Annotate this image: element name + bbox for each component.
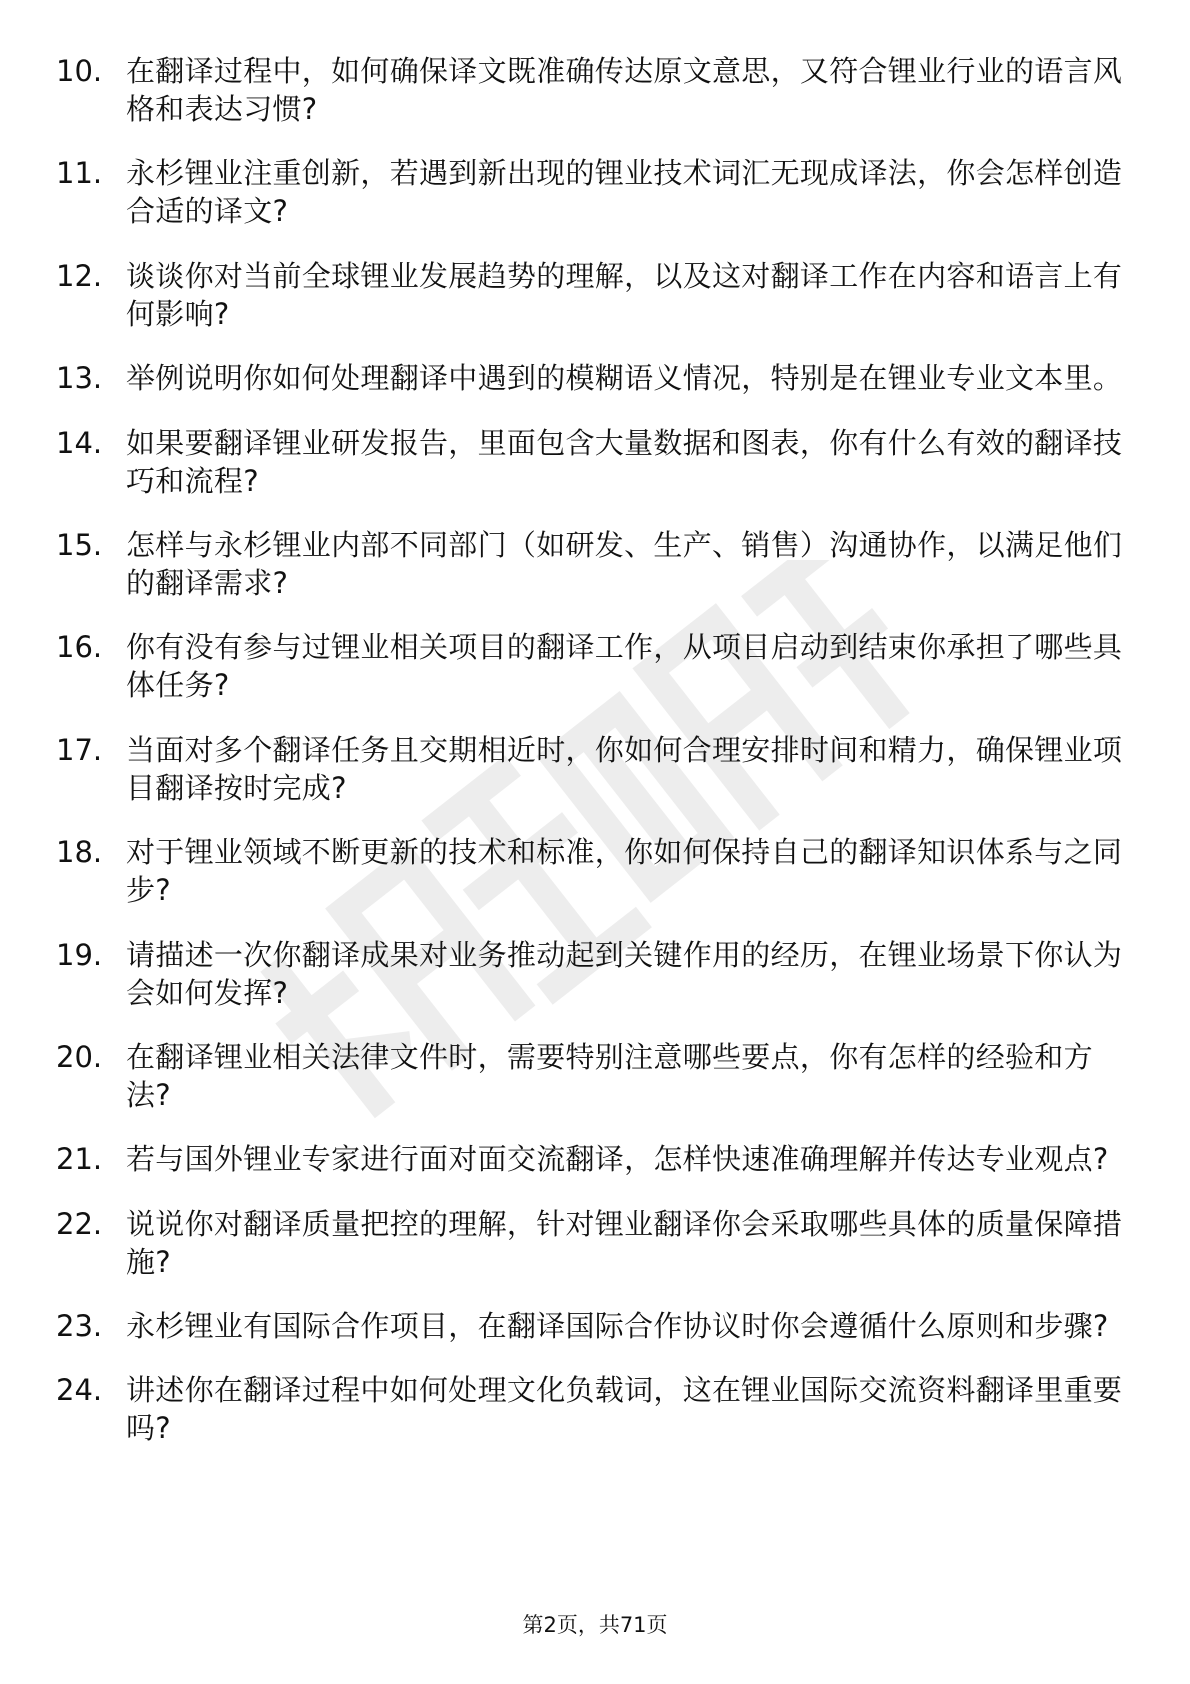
question-number: 23. bbox=[56, 1309, 103, 1344]
page-footer bbox=[0, 1611, 1190, 1639]
list-item bbox=[56, 628, 1136, 704]
question-text: 谈谈你对当前全球锂业发展趋势的理解，以及这对翻译工作在内容和语言上有何影响? bbox=[126, 258, 1123, 331]
list-item bbox=[56, 359, 1136, 397]
question-text: 在翻译锂业相关法律文件时，需要特别注意哪些要点，你有怎样的经验和方法? bbox=[126, 1039, 1093, 1112]
question-number: 19. bbox=[56, 937, 103, 972]
question-text: 你有没有参与过锂业相关项目的翻译工作，从项目启动到结束你承担了哪些具体任务? bbox=[126, 630, 1123, 703]
list-item bbox=[56, 1038, 1136, 1114]
question-text: 若与国外锂业专家进行面对面交流翻译，怎样快速准确理解并传达专业观点? bbox=[126, 1142, 1109, 1177]
question-number: 12. bbox=[56, 258, 103, 293]
question-text: 永杉锂业注重创新，若遇到新出现的锂业技术词汇无现成译法，你会怎样创造合适的译文? bbox=[126, 156, 1123, 229]
list-item bbox=[56, 526, 1136, 602]
page-number-label: 第2页，共71页 bbox=[522, 1613, 668, 1637]
question-number: 15. bbox=[56, 527, 103, 562]
list-item bbox=[56, 731, 1136, 807]
question-number: 21. bbox=[56, 1142, 103, 1177]
question-text: 举例说明你如何处理翻译中遇到的模糊语义情况，特别是在锂业专业文本里。 bbox=[126, 361, 1123, 396]
question-text: 请描述一次你翻译成果对业务推动起到关键作用的经历，在锂业场景下你认为会如何发挥? bbox=[126, 937, 1123, 1010]
list-item bbox=[56, 1205, 1136, 1281]
list-item bbox=[56, 1140, 1136, 1178]
question-text: 说说你对翻译质量把控的理解，针对锂业翻译你会采取哪些具体的质量保障措施? bbox=[126, 1206, 1123, 1279]
question-text: 讲述你在翻译过程中如何处理文化负载词，这在锂业国际交流资料翻译里重要吗? bbox=[126, 1373, 1123, 1446]
question-number: 18. bbox=[56, 835, 103, 870]
question-text: 在翻译过程中，如何确保译文既准确传达原文意思，又符合锂业行业的语言风格和表达习惯? bbox=[126, 54, 1123, 126]
list-item bbox=[56, 1307, 1136, 1345]
question-number: 20. bbox=[56, 1039, 103, 1074]
question-list bbox=[56, 52, 1136, 1474]
list-item bbox=[56, 1371, 1136, 1447]
question-number: 11. bbox=[56, 156, 103, 191]
list-item bbox=[56, 424, 1136, 500]
list-item bbox=[56, 257, 1136, 333]
list-item bbox=[56, 52, 1136, 128]
question-number: 24. bbox=[56, 1373, 103, 1408]
question-number: 16. bbox=[56, 630, 103, 665]
question-text: 永杉锂业有国际合作项目，在翻译国际合作协议时你会遵循什么原则和步骤? bbox=[126, 1309, 1109, 1344]
question-text: 当面对多个翻译任务且交期相近时，你如何合理安排时间和精力，确保锂业项目翻译按时完成? bbox=[126, 732, 1123, 805]
question-number: 10. bbox=[56, 54, 103, 88]
question-number: 17. bbox=[56, 732, 103, 767]
list-item bbox=[56, 154, 1136, 230]
list-item bbox=[56, 833, 1136, 909]
question-number: 13. bbox=[56, 361, 103, 396]
question-number: 14. bbox=[56, 425, 103, 460]
question-text: 对于锂业领域不断更新的技术和标准，你如何保持自己的翻译知识体系与之同步? bbox=[126, 835, 1123, 908]
question-text: 如果要翻译锂业研发报告，里面包含大量数据和图表，你有什么有效的翻译技巧和流程? bbox=[126, 425, 1123, 498]
question-number: 22. bbox=[56, 1206, 103, 1241]
question-text: 怎样与永杉锂业内部不同部门（如研发、生产、销售）沟通协作，以满足他们的翻译需求? bbox=[126, 527, 1123, 600]
list-item bbox=[56, 936, 1136, 1012]
